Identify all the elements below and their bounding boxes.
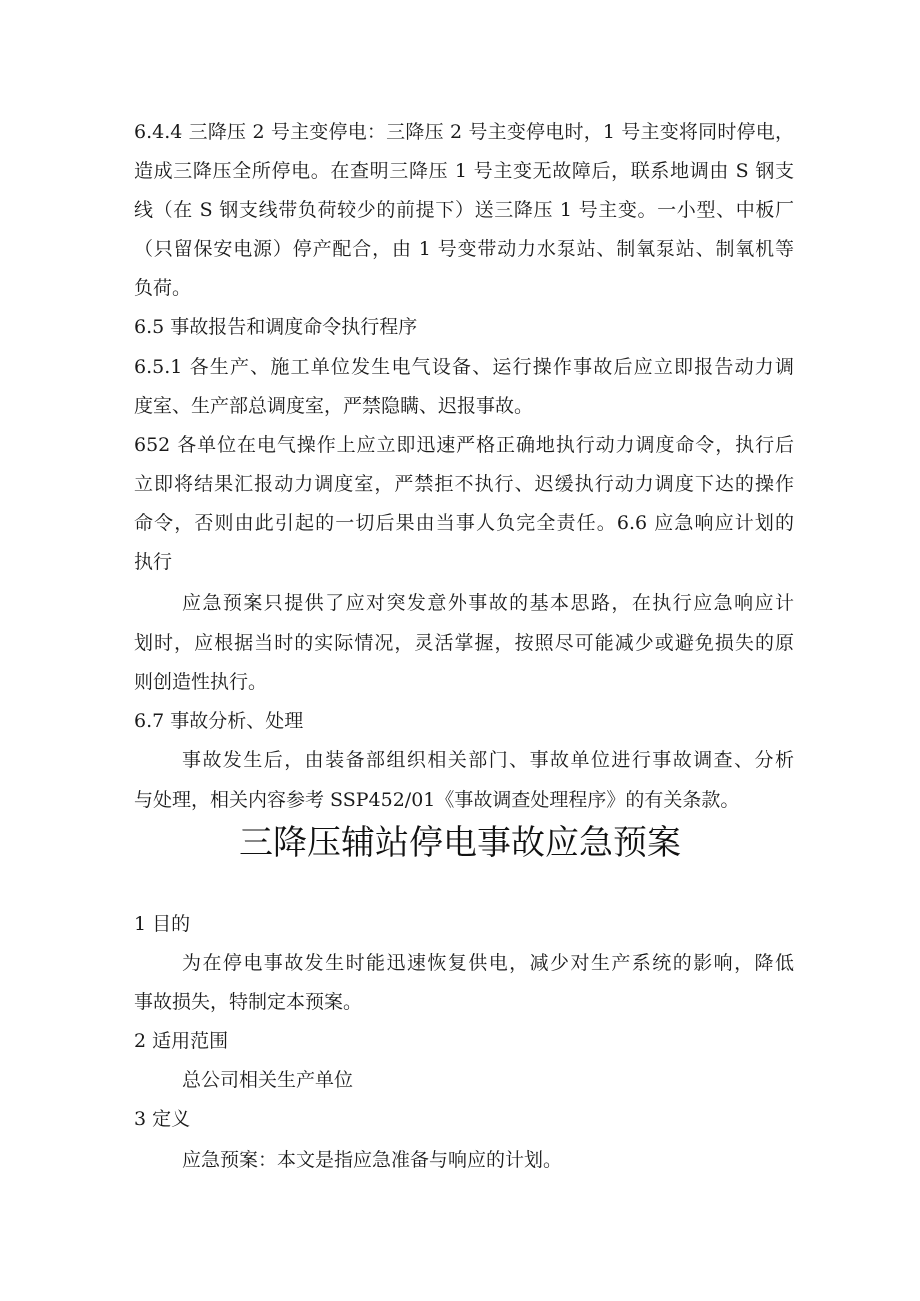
section-heading-2: 2 适用范围 bbox=[134, 1030, 229, 1052]
paragraph-line: 6.5.1 各生产、施工单位发生电气设备、运行操作事故后应立即报告动力调 bbox=[134, 356, 794, 378]
paragraph-line: 命令，否则由此引起的一切后果由当事人负完全责任。6.6 应急响应计划的 bbox=[134, 512, 794, 534]
paragraph-line: 与处理，相关内容参考 SSP452/01《事故调查处理程序》的有关条款。 bbox=[134, 789, 740, 811]
section-heading-3: 3 定义 bbox=[134, 1108, 191, 1130]
paragraph-line: 线（在 S 钢支线带负荷较少的前提下）送三降压 1 号主变。一小型、中板厂 bbox=[134, 199, 794, 221]
paragraph-line: 为在停电事故发生时能迅速恢复供电，减少对生产系统的影响，降低 bbox=[182, 952, 794, 974]
section-heading-6-7: 6.7 事故分析、处理 bbox=[134, 710, 304, 732]
paragraph-line: 立即将结果汇报动力调度室，严禁拒不执行、迟缓执行动力调度下达的操作 bbox=[134, 473, 794, 495]
paragraph-line: 总公司相关生产单位 bbox=[182, 1069, 354, 1091]
paragraph-line: 造成三降压全所停电。在查明三降压 1 号主变无故障后，联系地调由 S 钢支 bbox=[134, 160, 794, 182]
paragraph-line: 应急预案只提供了应对突发意外事故的基本思路，在执行应急响应计 bbox=[182, 592, 794, 614]
paragraph-line: 负荷。 bbox=[134, 277, 192, 299]
paragraph-line: 执行 bbox=[134, 551, 173, 573]
section-heading-1: 1 目的 bbox=[134, 913, 191, 935]
paragraph-line: 652 各单位在电气操作上应立即迅速严格正确地执行动力调度命令，执行后 bbox=[134, 434, 794, 456]
paragraph-line: 6.4.4 三降压 2 号主变停电：三降压 2 号主变停电时，1 号主变将同时停电， bbox=[134, 121, 794, 143]
paragraph-line: 度室、生产部总调度室，严禁隐瞒、迟报事故。 bbox=[134, 395, 534, 417]
section-heading-6-5: 6.5 事故报告和调度命令执行程序 bbox=[134, 316, 418, 338]
paragraph-line: 划时，应根据当时的实际情况，灵活掌握，按照尽可能减少或避免损失的原 bbox=[134, 632, 794, 654]
paragraph-line: 事故发生后，由装备部组织相关部门、事故单位进行事故调查、分析 bbox=[182, 749, 794, 771]
paragraph-line: 应急预案：本文是指应急准备与响应的计划。 bbox=[182, 1149, 563, 1171]
document-title: 三降压辅站停电事故应急预案 bbox=[239, 823, 681, 863]
paragraph-line: 则创造性执行。 bbox=[134, 671, 268, 693]
paragraph-line: （只留保安电源）停产配合，由 1 号变带动力水泵站、制氧泵站、制氧机等 bbox=[134, 238, 794, 260]
paragraph-line: 事故损失，特制定本预案。 bbox=[134, 991, 363, 1013]
